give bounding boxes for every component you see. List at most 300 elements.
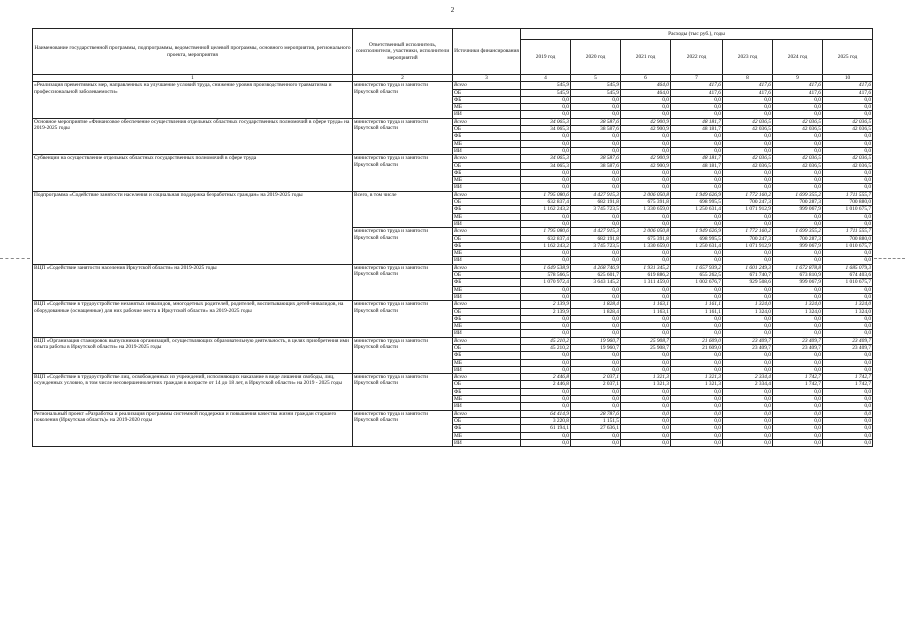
- amount-cell: 48 181,7: [671, 126, 723, 133]
- amount-cell: 1 649 538,9: [521, 264, 571, 271]
- amount-cell: 0,0: [671, 293, 723, 300]
- amount-cell: 0,0: [823, 439, 873, 446]
- funding-source: ИИ: [453, 147, 521, 154]
- amount-cell: 0,0: [773, 366, 823, 373]
- amount-cell: 417,6: [773, 89, 823, 96]
- amount-cell: 3 643 145,2: [571, 279, 621, 286]
- funding-source: ФБ: [453, 242, 521, 249]
- funding-source: Всего: [453, 264, 521, 271]
- amount-cell: 0,0: [671, 425, 723, 432]
- table-row: [33, 82, 873, 89]
- amount-cell: 0,0: [671, 133, 723, 140]
- amount-cell: 655 262,5: [671, 272, 723, 279]
- amount-cell: 0,0: [773, 96, 823, 103]
- funding-source: ИИ: [453, 220, 521, 227]
- funding-source: МБ: [453, 359, 521, 366]
- amount-cell: 1 311 459,0: [621, 279, 671, 286]
- amount-cell: 2 139,9: [521, 308, 571, 315]
- amount-cell: 0,0: [571, 330, 621, 337]
- amount-cell: 0,0: [621, 220, 671, 227]
- amount-cell: 1 324,0: [773, 308, 823, 315]
- header-year: 2021 год: [621, 40, 671, 75]
- amount-cell: 0,0: [621, 169, 671, 176]
- amount-cell: 21 609,0: [671, 344, 723, 351]
- amount-cell: 2 006 050,8: [621, 228, 671, 235]
- funding-source: МБ: [453, 432, 521, 439]
- amount-cell: 0,0: [621, 293, 671, 300]
- amount-cell: 4 427 915,3: [571, 228, 621, 235]
- executor: министерство труда и занятости Иркутской области: [353, 118, 453, 154]
- amount-cell: 0,0: [723, 330, 773, 337]
- amount-cell: 0,0: [823, 352, 873, 359]
- amount-cell: 38 587,6: [571, 162, 621, 169]
- amount-cell: 0,0: [571, 147, 621, 154]
- executor: министерство труда и занятости Иркутской области: [353, 337, 453, 373]
- amount-cell: 700 880,0: [823, 199, 873, 206]
- amount-cell: 0,0: [723, 432, 773, 439]
- funding-source: Всего: [453, 155, 521, 162]
- column-index: 10: [823, 75, 873, 82]
- amount-cell: 0,0: [671, 403, 723, 410]
- amount-cell: 0,0: [823, 293, 873, 300]
- amount-cell: 929 508,6: [723, 279, 773, 286]
- amount-cell: 64 414,9: [521, 410, 571, 417]
- header-sources: Источники финансирования: [453, 29, 521, 75]
- amount-cell: 578 566,5: [521, 272, 571, 279]
- amount-cell: 0,0: [621, 352, 671, 359]
- amount-cell: 42 036,5: [723, 162, 773, 169]
- amount-cell: 42 036,5: [823, 155, 873, 162]
- amount-cell: 42 036,5: [723, 118, 773, 125]
- amount-cell: 1 162 243,2: [521, 242, 571, 249]
- header-index-row: [33, 75, 873, 82]
- funding-source: ОБ: [453, 381, 521, 388]
- column-index: 2: [353, 75, 453, 82]
- amount-cell: 0,0: [723, 403, 773, 410]
- amount-cell: 1 010 675,7: [823, 279, 873, 286]
- amount-cell: 23 409,7: [773, 344, 823, 351]
- amount-cell: 0,0: [621, 111, 671, 118]
- amount-cell: 38 587,6: [571, 118, 621, 125]
- amount-cell: 0,0: [823, 147, 873, 154]
- amount-cell: 0,0: [521, 257, 571, 264]
- amount-cell: 0,0: [823, 177, 873, 184]
- amount-cell: 0,0: [723, 257, 773, 264]
- funding-source: ОБ: [453, 126, 521, 133]
- amount-cell: 0,0: [723, 96, 773, 103]
- amount-cell: 19 960,7: [571, 337, 621, 344]
- amount-cell: 4 427 915,3: [571, 191, 621, 198]
- amount-cell: 0,0: [671, 432, 723, 439]
- header-year: 2020 год: [571, 40, 621, 75]
- amount-cell: 700 247,3: [723, 235, 773, 242]
- executor: министерство труда и занятости Иркутской области: [353, 410, 453, 446]
- amount-cell: 38 587,6: [571, 126, 621, 133]
- table-row: [33, 191, 873, 198]
- amount-cell: 0,0: [671, 140, 723, 147]
- amount-cell: 1 330 659,0: [621, 242, 671, 249]
- amount-cell: 0,0: [823, 286, 873, 293]
- amount-cell: 0,0: [823, 96, 873, 103]
- amount-cell: 0,0: [521, 323, 571, 330]
- amount-cell: 698 995,5: [671, 199, 723, 206]
- amount-cell: 0,0: [521, 403, 571, 410]
- amount-cell: 42 036,5: [823, 162, 873, 169]
- amount-cell: 0,0: [521, 147, 571, 154]
- program-name: ВЦП «Содействие в трудоустройстве лиц, освобожденных из учреждений, исполняющих наказание в виде лишения свободы, лиц, осужденных условно, в том числе несовершеннолетних граждан в возрасте от 14 до 18 лет, в Иркутской области» на 2019 - 2025 годы: [33, 374, 353, 410]
- amount-cell: 0,0: [521, 250, 571, 257]
- amount-cell: 1 010 675,7: [823, 206, 873, 213]
- amount-cell: 1 742,7: [823, 381, 873, 388]
- amount-cell: 1 151,5: [571, 417, 621, 424]
- column-index: 4: [521, 75, 571, 82]
- amount-cell: 0,0: [521, 432, 571, 439]
- amount-cell: 1 772 160,2: [723, 228, 773, 235]
- amount-cell: 0,0: [571, 213, 621, 220]
- funding-source: ОБ: [453, 417, 521, 424]
- amount-cell: 1 795 080,6: [521, 191, 571, 198]
- amount-cell: 0,0: [621, 213, 671, 220]
- amount-cell: 0,0: [671, 330, 723, 337]
- amount-cell: 2 139,9: [521, 301, 571, 308]
- amount-cell: 42 900,9: [621, 155, 671, 162]
- amount-cell: 0,0: [823, 213, 873, 220]
- amount-cell: 1 324,0: [823, 301, 873, 308]
- funding-source: ОБ: [453, 344, 521, 351]
- amount-cell: 42 036,5: [723, 155, 773, 162]
- executor: Всего, в том числе: [353, 191, 453, 227]
- amount-cell: 1 163,1: [621, 301, 671, 308]
- amount-cell: 23 409,7: [723, 344, 773, 351]
- amount-cell: 698 995,5: [671, 235, 723, 242]
- funding-source: ФБ: [453, 315, 521, 322]
- amount-cell: 0,0: [671, 359, 723, 366]
- amount-cell: 34 065,3: [521, 118, 571, 125]
- amount-cell: 0,0: [671, 184, 723, 191]
- amount-cell: 0,0: [773, 396, 823, 403]
- funding-source: ОБ: [453, 199, 521, 206]
- program-name: Региональный проект «Разработка и реализация программы системной поддержки и повышения качества жизни граждан старшего поколения (Иркутская область)» на 2019-2020 годы: [33, 410, 353, 446]
- amount-cell: 0,0: [571, 315, 621, 322]
- funding-source: Всего: [453, 228, 521, 235]
- amount-cell: 417,6: [773, 82, 823, 89]
- amount-cell: 0,0: [621, 417, 671, 424]
- table-row: [33, 155, 873, 162]
- amount-cell: 48 181,7: [671, 162, 723, 169]
- amount-cell: 675 391,8: [621, 199, 671, 206]
- amount-cell: 0,0: [723, 286, 773, 293]
- amount-cell: 1 250 631,4: [671, 206, 723, 213]
- amount-cell: 2 006 050,8: [621, 191, 671, 198]
- amount-cell: 0,0: [521, 184, 571, 191]
- amount-cell: 545,9: [571, 82, 621, 89]
- funding-source: ИИ: [453, 366, 521, 373]
- funding-source: ФБ: [453, 279, 521, 286]
- funding-source: ИИ: [453, 439, 521, 446]
- amount-cell: 0,0: [723, 388, 773, 395]
- amount-cell: 619 886,2: [621, 272, 671, 279]
- amount-cell: 0,0: [773, 403, 823, 410]
- amount-cell: 0,0: [773, 286, 823, 293]
- margin-cut-line-left: [0, 258, 30, 259]
- header-name: Наименование государственной программы, подпрограммы, ведомственной целевой программы, основного мероприятия, регионального проекта, мероприятия: [33, 29, 353, 75]
- amount-cell: 1 071 912,9: [723, 206, 773, 213]
- amount-cell: 4 268 746,9: [571, 264, 621, 271]
- table-row: [33, 337, 873, 344]
- funding-source: МБ: [453, 396, 521, 403]
- amount-cell: 1 324,0: [723, 308, 773, 315]
- funding-source: ФБ: [453, 388, 521, 395]
- amount-cell: 464,0: [621, 82, 671, 89]
- amount-cell: 21 609,0: [671, 337, 723, 344]
- amount-cell: 0,0: [773, 133, 823, 140]
- amount-cell: 0,0: [773, 184, 823, 191]
- amount-cell: 1 250 631,4: [671, 242, 723, 249]
- amount-cell: 0,0: [621, 250, 671, 257]
- funding-source: МБ: [453, 140, 521, 147]
- amount-cell: 0,0: [521, 104, 571, 111]
- amount-cell: 0,0: [521, 169, 571, 176]
- amount-cell: 0,0: [671, 366, 723, 373]
- amount-cell: 0,0: [823, 133, 873, 140]
- amount-cell: 0,0: [521, 220, 571, 227]
- header-executor: Ответственный исполнитель, соисполнители, участники, исполнители мероприятий: [353, 29, 453, 75]
- column-index: 7: [671, 75, 723, 82]
- amount-cell: 0,0: [773, 439, 823, 446]
- amount-cell: 1 795 080,6: [521, 228, 571, 235]
- amount-cell: 1 828,4: [571, 308, 621, 315]
- amount-cell: 0,0: [773, 104, 823, 111]
- amount-cell: 0,0: [621, 396, 671, 403]
- amount-cell: 28 787,6: [571, 410, 621, 417]
- amount-cell: 999 067,9: [773, 242, 823, 249]
- amount-cell: 0,0: [773, 169, 823, 176]
- amount-cell: 0,0: [773, 257, 823, 264]
- amount-cell: 23 409,7: [823, 337, 873, 344]
- amount-cell: 1 071 912,9: [723, 242, 773, 249]
- amount-cell: 0,0: [671, 410, 723, 417]
- amount-cell: 0,0: [773, 330, 823, 337]
- amount-cell: 0,0: [571, 286, 621, 293]
- funding-source: ИИ: [453, 257, 521, 264]
- amount-cell: 0,0: [521, 366, 571, 373]
- amount-cell: 0,0: [723, 140, 773, 147]
- amount-cell: 1 324,0: [773, 301, 823, 308]
- amount-cell: 0,0: [521, 388, 571, 395]
- amount-cell: 0,0: [723, 250, 773, 257]
- executor: министерство труда и занятости Иркутской области: [353, 82, 453, 118]
- column-index: 9: [773, 75, 823, 82]
- amount-cell: 0,0: [571, 352, 621, 359]
- funding-source: ИИ: [453, 330, 521, 337]
- amount-cell: 0,0: [723, 220, 773, 227]
- amount-cell: 1 711 555,7: [823, 228, 873, 235]
- amount-cell: 417,6: [823, 89, 873, 96]
- amount-cell: 0,0: [823, 366, 873, 373]
- amount-cell: 0,0: [671, 96, 723, 103]
- amount-cell: 682 191,8: [571, 199, 621, 206]
- amount-cell: 1 828,4: [571, 301, 621, 308]
- amount-cell: 0,0: [723, 359, 773, 366]
- amount-cell: 0,0: [671, 213, 723, 220]
- amount-cell: 0,0: [571, 257, 621, 264]
- amount-cell: 0,0: [773, 147, 823, 154]
- amount-cell: 23 409,7: [773, 337, 823, 344]
- header-year: 2019 год: [521, 40, 571, 75]
- amount-cell: 42 036,5: [723, 126, 773, 133]
- amount-cell: 3 220,8: [521, 417, 571, 424]
- program-name: ВЦП «Организация стажировок выпускников организаций, осуществляющих образовательную деятельность, в целях приобретения ими опыта работы в Иркутской области» на 2019-2025 годы: [33, 337, 353, 373]
- amount-cell: 0,0: [671, 323, 723, 330]
- amount-cell: 0,0: [823, 359, 873, 366]
- amount-cell: 42 036,5: [773, 155, 823, 162]
- header-year: 2022 год: [671, 40, 723, 75]
- amount-cell: 999 067,9: [773, 279, 823, 286]
- amount-cell: 25 908,7: [621, 337, 671, 344]
- funding-source: ИИ: [453, 111, 521, 118]
- amount-cell: 0,0: [723, 352, 773, 359]
- funding-source: ОБ: [453, 162, 521, 169]
- amount-cell: 3 745 723,5: [571, 242, 621, 249]
- amount-cell: 0,0: [671, 220, 723, 227]
- amount-cell: 1 601 249,3: [723, 264, 773, 271]
- executor: министерство труда и занятости Иркутской области: [353, 155, 453, 191]
- amount-cell: 464,0: [621, 89, 671, 96]
- amount-cell: 0,0: [773, 417, 823, 424]
- amount-cell: 0,0: [521, 140, 571, 147]
- amount-cell: 417,6: [723, 89, 773, 96]
- amount-cell: 0,0: [671, 169, 723, 176]
- amount-cell: 0,0: [521, 352, 571, 359]
- amount-cell: 1 324,0: [723, 301, 773, 308]
- amount-cell: 0,0: [823, 315, 873, 322]
- amount-cell: 674 403,6: [823, 272, 873, 279]
- amount-cell: 0,0: [671, 250, 723, 257]
- amount-cell: 1 672 878,8: [773, 264, 823, 271]
- amount-cell: 3 745 723,5: [571, 206, 621, 213]
- amount-cell: 0,0: [773, 352, 823, 359]
- amount-cell: 0,0: [621, 410, 671, 417]
- table-row: [33, 118, 873, 125]
- amount-cell: 0,0: [773, 323, 823, 330]
- amount-cell: 0,0: [621, 140, 671, 147]
- amount-cell: 1 163,1: [621, 308, 671, 315]
- amount-cell: 2 446,8: [521, 381, 571, 388]
- table-row: [33, 374, 873, 381]
- amount-cell: 632 837,4: [521, 199, 571, 206]
- funding-source: ИИ: [453, 293, 521, 300]
- column-index: 6: [621, 75, 671, 82]
- amount-cell: 0,0: [671, 286, 723, 293]
- amount-cell: 42 036,5: [773, 118, 823, 125]
- amount-cell: 0,0: [671, 352, 723, 359]
- funding-source: МБ: [453, 250, 521, 257]
- margin-cut-line-right: [874, 258, 905, 259]
- amount-cell: 0,0: [823, 323, 873, 330]
- amount-cell: 0,0: [571, 388, 621, 395]
- amount-cell: 1 321,3: [671, 381, 723, 388]
- amount-cell: 42 036,5: [773, 162, 823, 169]
- amount-cell: 632 837,4: [521, 235, 571, 242]
- program-name: Подпрограмма «Содействие занятости населения и социальная поддержка безработных граждан» на 2019-2025 годы: [33, 191, 353, 264]
- amount-cell: 0,0: [671, 439, 723, 446]
- amount-cell: 0,0: [773, 213, 823, 220]
- header-year: 2025 год: [823, 40, 873, 75]
- program-name: Основное мероприятие «Финансовое обеспечение осуществления отдельных областных государственных полномочий в сфере труда» на 2019-2025 годы: [33, 118, 353, 154]
- funding-source: ОБ: [453, 272, 521, 279]
- table-row: [33, 264, 873, 271]
- executor: министерство труда и занятости Иркутской области: [353, 228, 453, 264]
- amount-cell: 0,0: [621, 104, 671, 111]
- amount-cell: 0,0: [773, 410, 823, 417]
- amount-cell: 673 810,9: [773, 272, 823, 279]
- amount-cell: 25 908,7: [621, 344, 671, 351]
- amount-cell: 700 247,3: [723, 199, 773, 206]
- amount-cell: 0,0: [773, 140, 823, 147]
- amount-cell: 1 002 676,7: [671, 279, 723, 286]
- amount-cell: 0,0: [823, 257, 873, 264]
- funding-source: ОБ: [453, 235, 521, 242]
- amount-cell: 0,0: [773, 293, 823, 300]
- amount-cell: 1 699 355,2: [773, 228, 823, 235]
- funding-source: МБ: [453, 323, 521, 330]
- amount-cell: 417,6: [723, 82, 773, 89]
- amount-cell: 0,0: [723, 213, 773, 220]
- amount-cell: 34 065,3: [521, 162, 571, 169]
- funding-source: ФБ: [453, 206, 521, 213]
- budget-table: [32, 28, 873, 447]
- header-year: 2023 год: [723, 40, 773, 75]
- amount-cell: 0,0: [571, 184, 621, 191]
- amount-cell: 0,0: [571, 140, 621, 147]
- amount-cell: 0,0: [521, 293, 571, 300]
- funding-source: ОБ: [453, 89, 521, 96]
- amount-cell: 0,0: [671, 257, 723, 264]
- amount-cell: 0,0: [823, 104, 873, 111]
- amount-cell: 0,0: [671, 388, 723, 395]
- amount-cell: 0,0: [671, 147, 723, 154]
- amount-cell: 23 409,7: [723, 337, 773, 344]
- amount-cell: 0,0: [571, 323, 621, 330]
- amount-cell: 417,6: [671, 82, 723, 89]
- funding-source: Всего: [453, 301, 521, 308]
- column-index: 1: [33, 75, 353, 82]
- amount-cell: 0,0: [571, 439, 621, 446]
- amount-cell: 0,0: [723, 439, 773, 446]
- amount-cell: 0,0: [571, 133, 621, 140]
- amount-cell: 0,0: [621, 177, 671, 184]
- amount-cell: 0,0: [823, 169, 873, 176]
- amount-cell: 682 191,8: [571, 235, 621, 242]
- amount-cell: 0,0: [723, 315, 773, 322]
- amount-cell: 0,0: [571, 111, 621, 118]
- amount-cell: 1 321,3: [621, 374, 671, 381]
- amount-cell: 0,0: [571, 169, 621, 176]
- amount-cell: 0,0: [621, 133, 671, 140]
- amount-cell: 0,0: [571, 177, 621, 184]
- amount-cell: 0,0: [621, 96, 671, 103]
- amount-cell: 0,0: [723, 396, 773, 403]
- amount-cell: 1 742,7: [773, 374, 823, 381]
- funding-source: МБ: [453, 104, 521, 111]
- amount-cell: 2 334,4: [723, 374, 773, 381]
- amount-cell: 34 065,3: [521, 126, 571, 133]
- amount-cell: 417,6: [671, 89, 723, 96]
- amount-cell: 19 960,7: [571, 344, 621, 351]
- program-name: ВЦП «Содействие занятости населения Иркутской области» на 2019-2025 годы: [33, 264, 353, 300]
- amount-cell: 0,0: [723, 417, 773, 424]
- amount-cell: 0,0: [823, 403, 873, 410]
